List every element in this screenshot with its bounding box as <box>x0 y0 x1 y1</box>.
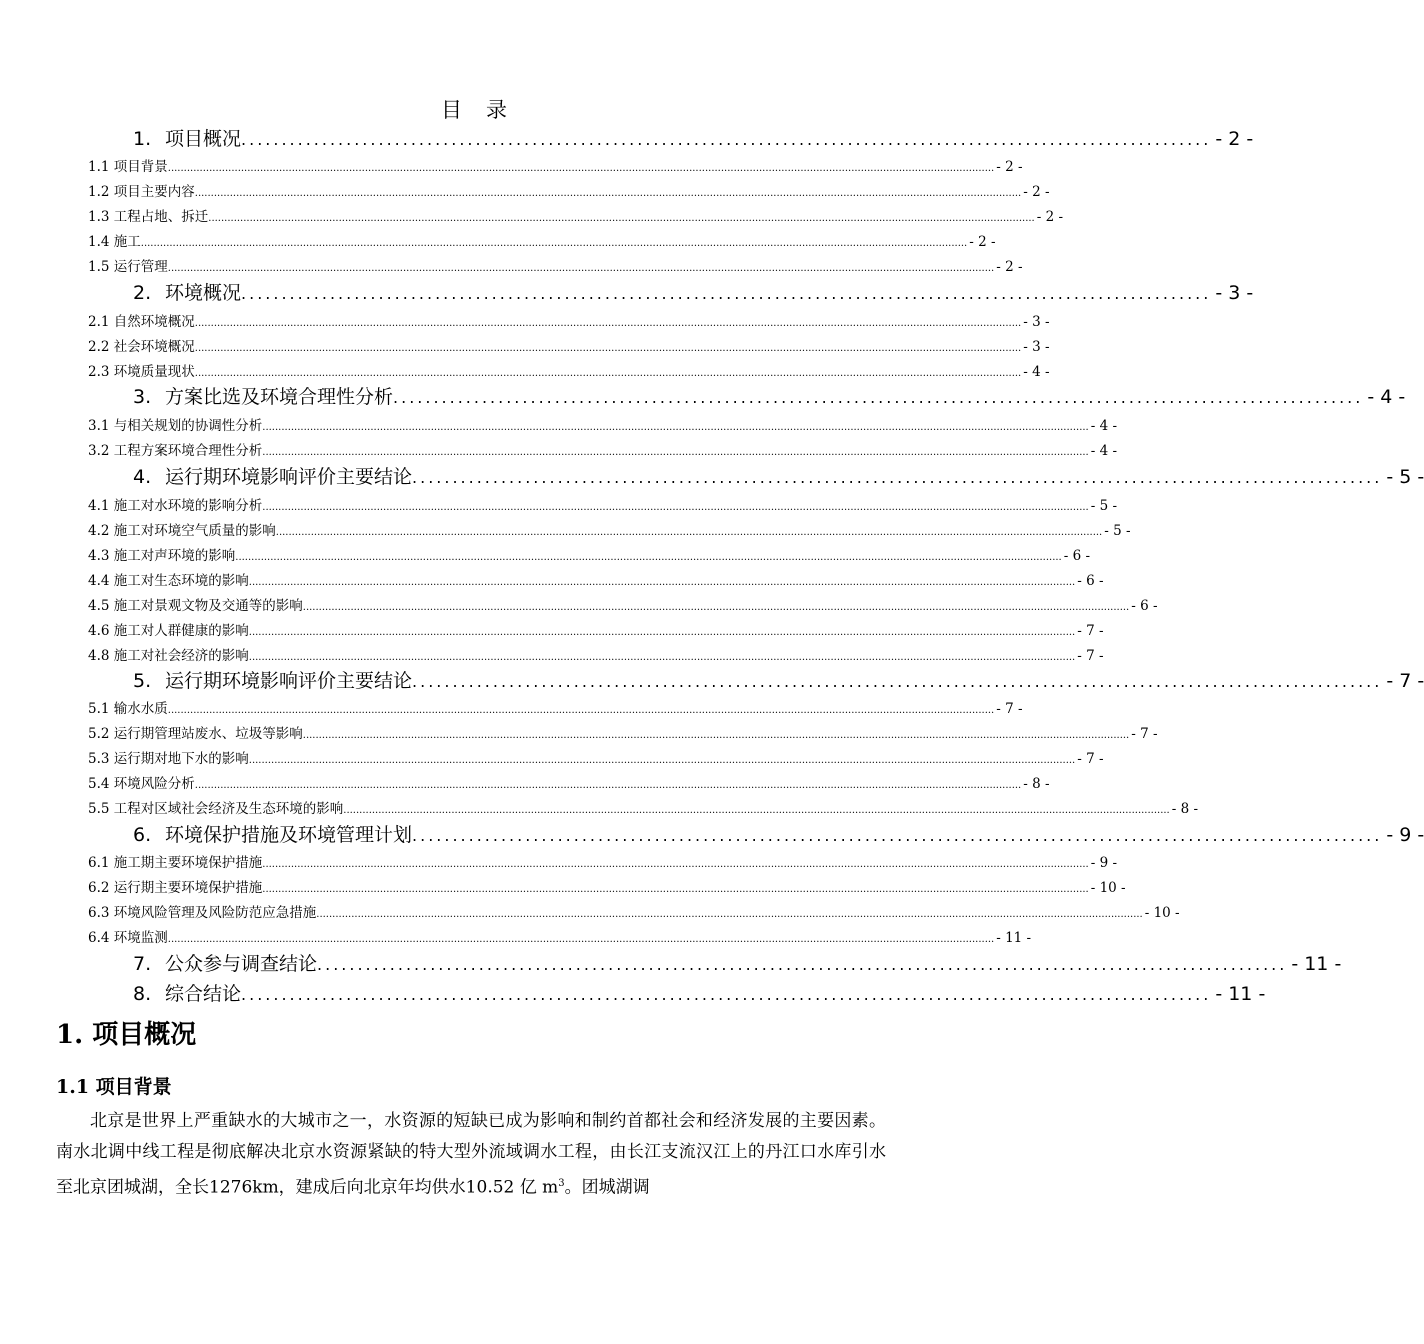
toc-page-number: - 5 - <box>1386 466 1424 488</box>
toc-chapter-title: 公众参与调查结论 <box>165 953 318 975</box>
toc-section-entry[interactable] <box>88 155 1023 175</box>
toc-chapter-title: 综合结论 <box>165 983 242 1005</box>
toc-chapter-label <box>133 979 241 1006</box>
toc-section-entry[interactable] <box>88 230 996 250</box>
toc-page-number: - 7 - <box>1131 726 1158 742</box>
toc-dot-leader: .................................................................................................................................................................................................................................................................... <box>262 859 1089 870</box>
toc-dot-leader: .................................................................................................................................................................................................................................................................... <box>248 755 1076 766</box>
paragraph-tail: 。团城湖调 <box>564 1177 650 1198</box>
toc-dot-leader: .................................................................................................................................................................................................................................................................... <box>167 163 995 174</box>
toc-dot-leader: .................................................................................................................................................................................................................................................................... <box>262 422 1089 433</box>
toc-chapter-title: 方案比选及环境合理性分析 <box>165 386 394 408</box>
toc-dot-leader: ........................................................................................................................ <box>241 130 1212 149</box>
toc-section-entry[interactable] <box>88 519 1131 539</box>
toc-page-number: - 9 - <box>1090 855 1118 871</box>
toc-section-label: 6.1 施工期主要环境保护措施 <box>88 855 263 871</box>
superscript-3: 3 <box>558 1178 565 1189</box>
toc-dot-leader: ........................................................................................................................ <box>241 284 1212 303</box>
toc-page-number: - 7 - <box>996 701 1023 717</box>
toc-section-label: 5.5 工程对区域社会经济及生态环境的影响 <box>88 801 344 817</box>
toc-title-char-2: 录 <box>486 98 509 122</box>
toc-dot-leader: .................................................................................................................................................................................................................................................................... <box>140 238 968 249</box>
toc-page-number: - 3 - <box>1023 314 1050 330</box>
toc-chapter-number: 7. <box>133 953 152 975</box>
toc-dot-leader: .................................................................................................................................................................................................................................................................... <box>194 188 1022 199</box>
toc-chapter-label <box>133 124 241 151</box>
toc-dot-leader: ........................................................................................................................ <box>317 955 1288 974</box>
toc-dot-leader: ........................................................................................................................ <box>241 985 1212 1004</box>
toc-section-label: 2.3 环境质量现状 <box>88 364 195 380</box>
toc-section-label: 4.1 施工对水环境的影响分析 <box>88 498 263 514</box>
toc-dot-leader: .................................................................................................................................................................................................................................................................... <box>235 552 1062 563</box>
toc-dot-leader: .................................................................................................................................................................................................................................................................... <box>262 502 1089 513</box>
toc-dot-leader: .................................................................................................................................................................................................................................................................... <box>248 577 1076 588</box>
toc-dot-leader: .................................................................................................................................................................................................................................................................... <box>167 705 995 716</box>
toc-page-number: - 11 - <box>1215 983 1266 1005</box>
toc-section-label: 4.5 施工对景观文物及交通等的影响 <box>88 598 303 614</box>
toc-section-entry[interactable] <box>88 494 1118 514</box>
toc-chapter-number: 4. <box>133 466 152 488</box>
toc-section-entry[interactable] <box>88 851 1118 871</box>
toc-page-number: - 6 - <box>1077 573 1104 589</box>
toc-section-label: 6.3 环境风险管理及风险防范应急措施 <box>88 905 317 921</box>
toc-page-number: - 2 - <box>969 234 996 250</box>
toc-chapter-entry[interactable] <box>133 124 1254 150</box>
toc-section-entry[interactable] <box>88 644 1104 664</box>
toc-section-entry[interactable] <box>88 876 1126 896</box>
toc-dot-leader: ........................................................................................................................ <box>412 672 1383 691</box>
toc-page-number: - 3 - <box>1023 339 1050 355</box>
toc-section-entry[interactable] <box>88 335 1050 355</box>
toc-chapter-label <box>133 820 412 847</box>
toc-page-number: - 4 - <box>1367 386 1406 408</box>
toc-page-number: - 7 - <box>1077 623 1104 639</box>
toc-dot-leader: .................................................................................................................................................................................................................................................................... <box>302 602 1130 613</box>
toc-chapter-number: 3. <box>133 386 152 408</box>
toc-chapter-label <box>133 949 317 976</box>
toc-section-entry[interactable] <box>88 926 1032 946</box>
toc-dot-leader: .................................................................................................................................................................................................................................................................... <box>167 934 995 945</box>
toc-section-entry[interactable] <box>88 414 1118 434</box>
section-heading-1-1: 1.1 项目背景 <box>56 1076 172 1098</box>
toc-page-number: - 9 - <box>1386 824 1424 846</box>
toc-chapter-entry[interactable] <box>133 979 1266 1005</box>
toc-dot-leader: .................................................................................................................................................................................................................................................................... <box>302 730 1130 741</box>
toc-section-entry[interactable] <box>88 205 1064 225</box>
toc-dot-leader: .................................................................................................................................................................................................................................................................... <box>194 780 1022 791</box>
toc-section-label: 4.8 施工对社会经济的影响 <box>88 648 249 664</box>
toc-page-number: - 7 - <box>1386 670 1424 692</box>
toc-page-number: - 10 - <box>1144 905 1180 921</box>
toc-section-label: 1.1 项目背景 <box>88 159 168 175</box>
toc-dot-leader: .................................................................................................................................................................................................................................................................... <box>208 213 1035 224</box>
toc-section-entry[interactable] <box>88 772 1050 792</box>
toc-page-number: - 2 - <box>996 259 1023 275</box>
toc-title-char-1: 目 <box>441 98 464 122</box>
toc-section-label: 3.1 与相关规划的协调性分析 <box>88 418 263 434</box>
toc-chapter-title: 环境保护措施及环境管理计划 <box>165 824 413 846</box>
toc-section-entry[interactable] <box>88 697 1023 717</box>
toc-page-number: - 7 - <box>1077 751 1104 767</box>
toc-dot-leader: .................................................................................................................................................................................................................................................................... <box>167 263 995 274</box>
toc-page-number: - 5 - <box>1104 523 1131 539</box>
toc-chapter-entry[interactable] <box>133 382 1406 408</box>
toc-chapter-title: 运行期环境影响评价主要结论 <box>165 466 413 488</box>
toc-page-number: - 4 - <box>1090 418 1118 434</box>
toc-section-label: 2.2 社会环境概况 <box>88 339 195 355</box>
toc-section-entry[interactable] <box>88 310 1050 330</box>
toc-section-label: 5.1 输水水质 <box>88 701 168 717</box>
toc-section-label: 5.3 运行期对地下水的影响 <box>88 751 249 767</box>
toc-section-entry[interactable] <box>88 180 1050 200</box>
toc-chapter-label <box>133 382 393 409</box>
toc-section-entry[interactable] <box>88 797 1199 817</box>
toc-section-label: 5.2 运行期管理站废水、垃圾等影响 <box>88 726 303 742</box>
toc-chapter-number: 2. <box>133 282 152 304</box>
toc-chapter-number: 5. <box>133 670 152 692</box>
toc-page-number: - 3 - <box>1215 282 1254 304</box>
toc-dot-leader: .................................................................................................................................................................................................................................................................... <box>194 318 1022 329</box>
toc-section-entry[interactable] <box>88 255 1023 275</box>
toc-section-entry[interactable] <box>88 747 1104 767</box>
toc-section-entry[interactable] <box>88 619 1104 639</box>
toc-section-entry[interactable] <box>88 439 1118 459</box>
toc-chapter-number: 6. <box>133 824 152 846</box>
toc-section-label: 3.2 工程方案环境合理性分析 <box>88 443 263 459</box>
toc-page-number: - 11 - <box>1291 953 1342 975</box>
toc-section-label: 4.6 施工对人群健康的影响 <box>88 623 249 639</box>
toc-chapter-entry[interactable] <box>133 820 1424 846</box>
toc-chapter-title: 运行期环境影响评价主要结论 <box>165 670 413 692</box>
toc-page-number: - 6 - <box>1063 548 1091 564</box>
toc-section-label: 1.2 项目主要内容 <box>88 184 195 200</box>
toc-page-number: - 8 - <box>1023 776 1050 792</box>
toc-title <box>0 94 950 124</box>
toc-section-entry[interactable] <box>88 594 1158 614</box>
toc-section-entry[interactable] <box>88 569 1104 589</box>
toc-section-label: 4.3 施工对声环境的影响 <box>88 548 236 564</box>
toc-section-label: 5.4 环境风险分析 <box>88 776 195 792</box>
body-paragraph <box>56 1106 886 1204</box>
toc-page-number: - 11 - <box>996 930 1032 946</box>
toc-section-label: 4.2 施工对环境空气质量的影响 <box>88 523 276 539</box>
toc-section-label: 6.2 运行期主要环境保护措施 <box>88 880 263 896</box>
toc-dot-leader: .................................................................................................................................................................................................................................................................... <box>262 447 1089 458</box>
toc-dot-leader: .................................................................................................................................................................................................................................................................... <box>194 343 1022 354</box>
toc-dot-leader: ........................................................................................................................ <box>412 826 1383 845</box>
toc-dot-leader: ........................................................................................................................ <box>412 468 1383 487</box>
toc-chapter-entry[interactable] <box>133 462 1424 488</box>
toc-chapter-entry[interactable] <box>133 949 1342 975</box>
toc-chapter-label <box>133 462 412 489</box>
toc-dot-leader: .................................................................................................................................................................................................................................................................... <box>343 805 1170 816</box>
toc-section-entry[interactable] <box>88 360 1050 380</box>
toc-page-number: - 8 - <box>1171 801 1199 817</box>
section-heading-1: 1. 项目概况 <box>56 1020 197 1050</box>
toc-section-label: 1.5 运行管理 <box>88 259 168 275</box>
toc-dot-leader: .................................................................................................................................................................................................................................................................... <box>316 909 1143 920</box>
toc-chapter-number: 8. <box>133 983 152 1005</box>
toc-dot-leader: .................................................................................................................................................................................................................................................................... <box>248 652 1076 663</box>
toc-chapter-title: 环境概况 <box>165 282 242 304</box>
toc-chapter-number: 1. <box>133 128 152 150</box>
toc-dot-leader: .................................................................................................................................................................................................................................................................... <box>275 527 1103 538</box>
paragraph-text: 北京是世界上严重缺水的大城市之一，水资源的短缺已成为影响和制约首都社会和经济发展的主要因素。南水北调中线工程是彻底解决北京水资源紧缺的特大型外流域调水工程，由长江支流汉江上的丹江口水库引水至北京团城湖，全长1276km，建成后向北京年均供水10.52 亿 m <box>56 1111 886 1198</box>
toc-section-entry[interactable] <box>88 901 1180 921</box>
toc-page-number: - 4 - <box>1023 364 1050 380</box>
toc-chapter-title: 项目概况 <box>165 128 242 150</box>
toc-dot-leader: .................................................................................................................................................................................................................................................................... <box>262 884 1089 895</box>
toc-section-label: 4.4 施工对生态环境的影响 <box>88 573 249 589</box>
toc-chapter-entry[interactable] <box>133 278 1254 304</box>
toc-section-label: 1.3 工程占地、拆迁 <box>88 209 209 225</box>
toc-section-label: 2.1 自然环境概况 <box>88 314 195 330</box>
toc-chapter-entry[interactable] <box>133 666 1424 692</box>
toc-section-label: 1.4 施工 <box>88 234 141 250</box>
toc-page-number: - 2 - <box>1215 128 1254 150</box>
toc-section-entry[interactable] <box>88 722 1158 742</box>
toc-page-number: - 2 - <box>1023 184 1050 200</box>
toc-page-number: - 10 - <box>1090 880 1126 896</box>
toc-section-entry[interactable] <box>88 544 1091 564</box>
toc-dot-leader: .................................................................................................................................................................................................................................................................... <box>194 368 1022 379</box>
toc-page-number: - 2 - <box>996 159 1023 175</box>
toc-chapter-label <box>133 278 241 305</box>
toc-dot-leader: .................................................................................................................................................................................................................................................................... <box>248 627 1076 638</box>
toc-section-label: 6.4 环境监测 <box>88 930 168 946</box>
toc-page-number: - 2 - <box>1036 209 1064 225</box>
toc-page-number: - 7 - <box>1077 648 1104 664</box>
toc-page-number: - 5 - <box>1090 498 1118 514</box>
toc-page-number: - 6 - <box>1131 598 1158 614</box>
toc-chapter-label <box>133 666 412 693</box>
toc-dot-leader: ........................................................................................................................ <box>393 388 1364 407</box>
toc-page-number: - 4 - <box>1090 443 1118 459</box>
